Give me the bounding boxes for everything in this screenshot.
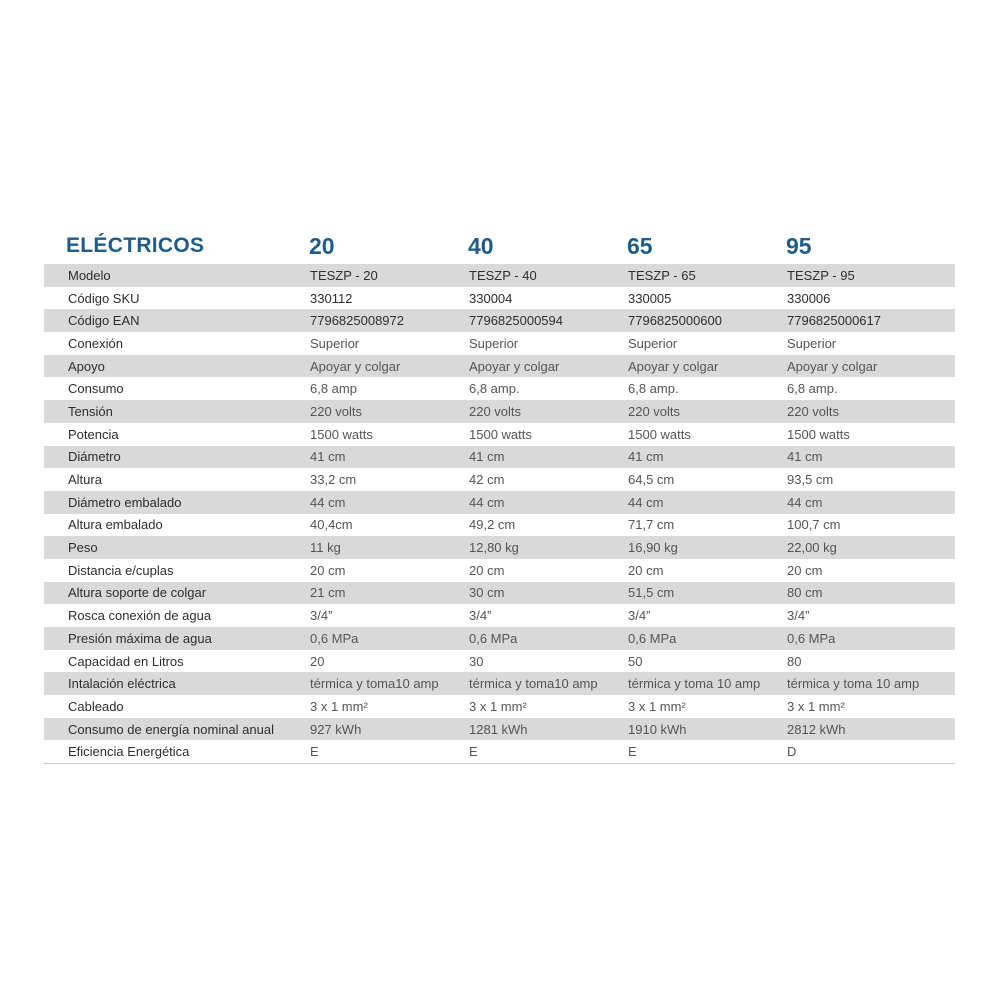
table-cell: Superior: [628, 335, 678, 351]
table-cell: E: [310, 744, 319, 760]
table-cell: 0,6 MPa: [469, 630, 518, 646]
row-label: Consumo de energía nominal anual: [68, 721, 274, 737]
table-row: [44, 332, 955, 355]
table-row: [44, 559, 955, 582]
table-cell: 3/4”: [787, 608, 810, 624]
table-row: [44, 287, 955, 310]
table-cell: 44 cm: [469, 494, 505, 510]
row-label: Conexión: [68, 335, 123, 351]
table-cell: 20: [310, 653, 325, 669]
table-cell: 16,90 kg: [628, 540, 678, 556]
column-header-20: 20: [309, 233, 335, 259]
table-cell: 20 cm: [469, 562, 505, 578]
table-cell: 220 volts: [310, 403, 363, 419]
table-cell: 20 cm: [787, 562, 823, 578]
table-cell: 220 volts: [469, 403, 522, 419]
table-cell: E: [628, 744, 637, 760]
table-cell: 927 kWh: [310, 721, 362, 737]
table-cell: 0,6 MPa: [310, 630, 359, 646]
row-label: Altura soporte de colgar: [68, 585, 207, 601]
table-cell: 6,8 amp.: [469, 381, 520, 397]
table-cell: Apoyar y colgar: [787, 358, 878, 374]
table-cell: 3/4”: [628, 608, 651, 624]
table-cell: 41 cm: [628, 449, 664, 465]
row-label: Altura: [68, 472, 102, 488]
table-cell: 30: [469, 653, 484, 669]
table-cell: 49,2 cm: [469, 517, 516, 533]
table-row: [44, 446, 955, 469]
table-cell: 220 volts: [628, 403, 681, 419]
table-cell: E: [469, 744, 478, 760]
table-cell: 2812 kWh: [787, 721, 846, 737]
row-label: Diámetro: [68, 449, 121, 465]
row-label: Tensión: [68, 403, 113, 419]
table-cell: 20 cm: [628, 562, 664, 578]
table-cell: 51,5 cm: [628, 585, 675, 601]
table-cell: 3/4”: [469, 608, 492, 624]
table-cell: térmica y toma10 amp: [469, 676, 598, 692]
table-cell: 330006: [787, 290, 831, 306]
table-cell: TESZP - 65: [628, 267, 696, 283]
table-cell: 80: [787, 653, 802, 669]
table-row: [44, 718, 955, 741]
table-cell: 50: [628, 653, 643, 669]
table-cell: 0,6 MPa: [628, 630, 677, 646]
table-cell: 44 cm: [310, 494, 346, 510]
table-cell: 0,6 MPa: [787, 630, 836, 646]
row-label: Modelo: [68, 267, 111, 283]
table-cell: 330112: [310, 290, 353, 306]
table-cell: TESZP - 40: [469, 267, 537, 283]
row-label: Distancia e/cuplas: [68, 562, 174, 578]
table-cell: 12,80 kg: [469, 540, 519, 556]
table-cell: 3 x 1 mm²: [469, 698, 527, 714]
table-row: [44, 355, 955, 378]
table-row: [44, 695, 955, 718]
table-body: [44, 264, 955, 763]
table-cell: TESZP - 95: [787, 267, 855, 283]
table-cell: 1500 watts: [469, 426, 532, 442]
table-cell: 7796825000600: [628, 313, 722, 329]
table-cell: 42 cm: [469, 472, 505, 488]
table-row: [44, 627, 955, 650]
table-cell: Apoyar y colgar: [469, 358, 560, 374]
row-label: Código EAN: [68, 313, 140, 329]
table-row: [44, 264, 955, 287]
table-cell: 1500 watts: [787, 426, 850, 442]
table-cell: térmica y toma10 amp: [310, 676, 439, 692]
table-row: [44, 740, 955, 763]
row-label: Diámetro embalado: [68, 494, 182, 510]
table-cell: 44 cm: [628, 494, 664, 510]
table-cell: térmica y toma 10 amp: [787, 676, 920, 692]
table-cell: 64,5 cm: [628, 472, 675, 488]
table-cell: 20 cm: [310, 562, 346, 578]
row-label: Potencia: [68, 426, 119, 442]
table-cell: 1281 kWh: [469, 721, 528, 737]
row-label: Intalación eléctrica: [68, 676, 176, 692]
table-cell: 1500 watts: [628, 426, 691, 442]
table-row: [44, 582, 955, 605]
row-label: Consumo: [68, 381, 124, 397]
table-cell: 22,00 kg: [787, 540, 837, 556]
table-cell: Apoyar y colgar: [310, 358, 401, 374]
table-cell: D: [787, 744, 797, 760]
column-header-95: 95: [786, 233, 812, 259]
spec-table: [44, 222, 955, 764]
table-cell: 30 cm: [469, 585, 505, 601]
table-cell: 220 volts: [787, 403, 840, 419]
table-header: [44, 222, 955, 264]
table-cell: 7796825000594: [469, 313, 563, 329]
table-cell: 33,2 cm: [310, 472, 357, 488]
table-row: [44, 377, 955, 400]
row-label: Rosca conexión de agua: [68, 608, 212, 624]
row-label: Código SKU: [68, 290, 140, 306]
table-row: [44, 604, 955, 627]
table-cell: Superior: [787, 335, 837, 351]
table-row: [44, 309, 955, 332]
table-cell: Apoyar y colgar: [628, 358, 719, 374]
table-cell: 41 cm: [310, 449, 346, 465]
table-cell: 80 cm: [787, 585, 823, 601]
column-header-40: 40: [468, 233, 494, 259]
table-row: [44, 672, 955, 695]
row-label: Altura embalado: [68, 517, 163, 533]
row-label: Apoyo: [68, 358, 105, 374]
table-row: [44, 400, 955, 423]
table-row: [44, 514, 955, 537]
table-cell: 1500 watts: [310, 426, 373, 442]
table-cell: 6,8 amp.: [787, 381, 838, 397]
table-cell: 100,7 cm: [787, 517, 841, 533]
table-cell: 44 cm: [787, 494, 823, 510]
table-cell: 330004: [469, 290, 513, 306]
table-row: [44, 423, 955, 446]
table-cell: 6,8 amp.: [628, 381, 679, 397]
table-cell: 40,4cm: [310, 517, 353, 533]
table-row: [44, 536, 955, 559]
column-header-65: 65: [627, 233, 653, 259]
table-cell: térmica y toma 10 amp: [628, 676, 761, 692]
table-cell: 41 cm: [787, 449, 823, 465]
table-bottom-divider: [44, 763, 955, 764]
table-row: [44, 650, 955, 673]
table-cell: 7796825000617: [787, 313, 881, 329]
table-cell: 41 cm: [469, 449, 505, 465]
table-cell: 6,8 amp: [310, 381, 357, 397]
table-cell: TESZP - 20: [310, 267, 378, 283]
row-label: Presión máxima de agua: [68, 630, 212, 646]
row-label: Peso: [68, 540, 98, 556]
table-cell: 3/4”: [310, 608, 333, 624]
table-row: [44, 468, 955, 491]
table-cell: 11 kg: [310, 540, 341, 556]
row-label: Cableado: [68, 698, 124, 714]
table-cell: 3 x 1 mm²: [787, 698, 845, 714]
table-cell: 71,7 cm: [628, 517, 675, 533]
table-row: [44, 491, 955, 514]
table-cell: 3 x 1 mm²: [310, 698, 368, 714]
table-cell: 93,5 cm: [787, 472, 834, 488]
table-cell: 7796825008972: [310, 313, 404, 329]
table-cell: 330005: [628, 290, 672, 306]
row-label: Capacidad en Litros: [68, 653, 184, 669]
table-cell: 1910 kWh: [628, 721, 687, 737]
row-label: Eficiencia Energética: [68, 744, 190, 760]
table-cell: Superior: [469, 335, 519, 351]
table-title: ELÉCTRICOS: [66, 234, 205, 257]
table-cell: 21 cm: [310, 585, 346, 601]
table-cell: 3 x 1 mm²: [628, 698, 686, 714]
table-cell: Superior: [310, 335, 360, 351]
